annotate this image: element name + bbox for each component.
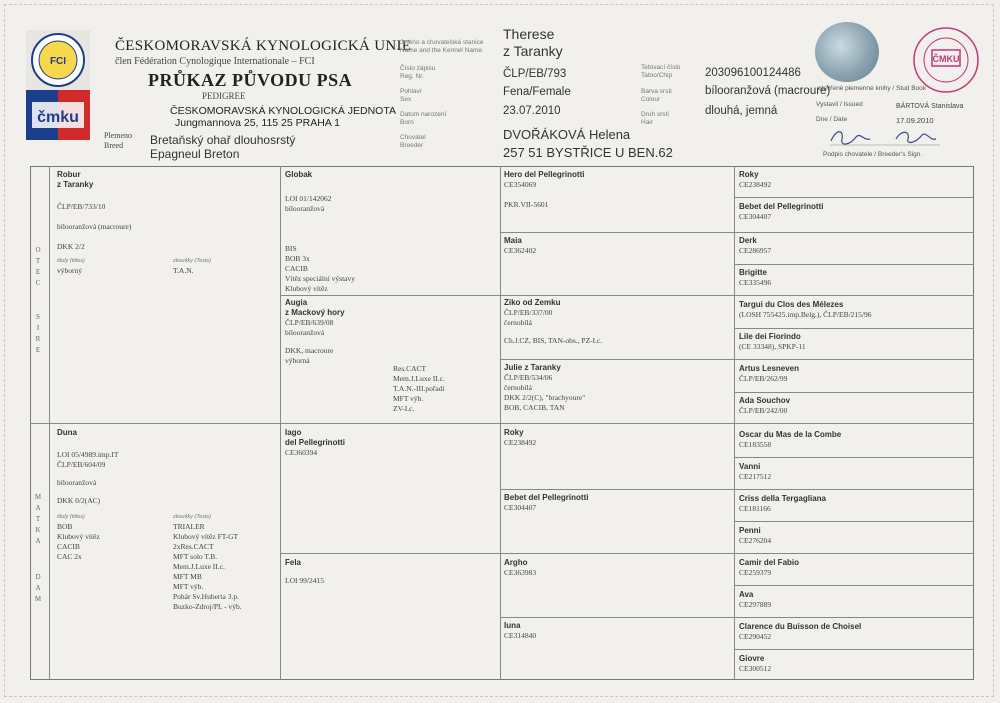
sire-titles-label: tituly (titles) — [57, 258, 85, 264]
sire-dam-details: ČLP/EB/639/08 bílooranžová DKK, macroure výborná — [285, 318, 334, 365]
gen4-ancestor-12: Penni CE276204 — [739, 526, 772, 545]
svg-text:ČMKU: ČMKU — [932, 54, 960, 64]
sire-dam-name-line2: z Mackový hory — [285, 308, 345, 317]
gen4-ancestor-11: Criss della Tergagliana CE181166 — [739, 494, 826, 513]
breeder-label: Chovatel Breeder — [400, 134, 426, 149]
gen4-ancestor-6: Lile dei Fiorindo (CE 33348), SPKP-11 — [739, 332, 806, 351]
gen3-ancestor-8: Iuna CE314840 — [504, 621, 537, 640]
gen3-ancestor-6: Bebet del Pellegrinotti CE304407 — [504, 493, 589, 512]
divider — [734, 264, 974, 265]
cmku-logo — [26, 30, 90, 140]
sire-label: S I R E — [35, 313, 41, 354]
issued-label: Vystavil / Issued — [816, 101, 863, 108]
sire-sire-details: LOI 01/142062 bílooranžová BIS BOB 3x CACIB Vítěz speciální výstavy Klubový vítěz — [285, 194, 355, 293]
dam-details: LOI 05/4989.imp.IT ČLP/EB/604/09 bílooranžová DKK 0/2(AC) — [57, 450, 119, 505]
gen3-ancestor-1: Hero del Pellegrinotti CE354069 PKR.VII-5601 — [504, 170, 585, 209]
gen4-ancestor-9: Oscar du Mas de la Combe CE183558 — [739, 430, 842, 449]
dog-name-line1: Therese — [503, 26, 555, 42]
name-label: Jméno a chovatelská stanice Name and the Kennel Name — [400, 39, 484, 54]
breed-label: Plemeno Breed — [104, 131, 132, 150]
gen4-ancestor-8: Ada Souchov ČLP/EB/242/00 — [739, 396, 791, 415]
dam-sire-name-line1: Iago — [285, 428, 302, 437]
born-value: 23.07.2010 — [503, 105, 561, 117]
issue-date: 17.09.2010 — [896, 116, 934, 125]
breeder-address: 257 51 BYSTŘICE U BEN.62 — [503, 145, 673, 160]
breeder-name: DVOŘÁKOVÁ Helena — [503, 127, 631, 142]
dam-sire-reg: CE360394 — [285, 448, 318, 457]
sire-reg: ČLP/EB/733/10 — [57, 202, 106, 211]
gen3-ancestor-5: Roky CE238492 — [504, 428, 537, 447]
gen4-ancestor-5: Targui du Clos des Mélezes (LOSH 755425.imp.Belg.), ČLP/EB/215/96 — [739, 300, 872, 319]
sire-dam-name-line1: Augia — [285, 298, 308, 307]
doc-title: PRŮKAZ PŮVODU PSA — [148, 70, 353, 90]
gen4-ancestor-16: Giovre CE300512 — [739, 654, 772, 673]
divider — [500, 232, 974, 233]
dam-dam-name: Fela — [285, 558, 302, 567]
dam-exams-label: zkoušky (Tests) — [173, 514, 212, 520]
gen4-ancestor-10: Vanni CE217512 — [739, 462, 772, 481]
sire-name-line2: z Taranky — [57, 180, 94, 189]
divider — [280, 295, 974, 296]
sire-sire-name: Globak — [285, 170, 313, 179]
divider — [280, 553, 974, 554]
gen4-ancestor-14: Ava CE297889 — [739, 590, 772, 609]
date-label: Dne / Date — [816, 116, 848, 123]
colour-label: Barva srsti Colour — [641, 88, 672, 103]
sire-name-line1: Robur — [57, 170, 81, 179]
divider — [500, 617, 974, 618]
divider — [734, 649, 974, 650]
divider — [500, 359, 974, 360]
gen4-ancestor-2: Bebet del Pellegrinotti CE304407 — [739, 202, 824, 221]
divider — [734, 166, 735, 680]
signature-label: Podpis chovatele / Breeder's Sign. — [823, 151, 923, 158]
tattoo-value: 203096100124486 — [705, 67, 801, 79]
dam-titles: BOB Klubový vítěz CACIB CAC 2x — [57, 522, 100, 561]
hair-label: Druh srsti Hair — [641, 111, 669, 126]
stud-book-label: otevřené plemenné knihy / Stud Book — [818, 85, 927, 92]
gen3-ancestor-3: Ziko od Zemku ČLP/EB/337/00 černobílá Ch.J.CZ, BIS, TAN-obs., PZ-I.c. — [504, 298, 603, 345]
matka-label: M A T K A — [34, 493, 42, 545]
gen3-ancestor-7: Argho CE363983 — [504, 558, 537, 577]
org-title: ČESKOMORAVSKÁ KYNOLOGICKÁ UNIE — [115, 38, 412, 54]
divider — [734, 585, 974, 586]
divider — [734, 392, 974, 393]
dam-dam-reg: LOI 99/2415 — [285, 576, 324, 585]
sire-dam-cell — [285, 298, 495, 413]
gen3-ancestor-4: Julie z Taranky ČLP/EB/534/06 černobílá DKK 2/2(C), "brachyoure" BOB, CACIB, TAN — [504, 363, 586, 412]
gen4-ancestor-3: Derk CE286957 — [739, 236, 772, 255]
issued-by: BÁRTOVÁ Stanislava — [896, 103, 964, 110]
divider — [500, 166, 501, 680]
dam-dam-cell — [285, 558, 495, 586]
divider — [500, 489, 974, 490]
org2-title: ČESKOMORAVSKÁ KYNOLOGICKÁ JEDNOTA — [170, 105, 396, 117]
tattoo-label: Tetovací číslo Tatoo/Chip — [641, 64, 681, 79]
sire-colour: bílooranžová (macroure) — [57, 222, 132, 231]
svg-text:FCI: FCI — [49, 56, 67, 67]
divider-sire-dam — [30, 423, 974, 424]
sex-value: Fena/Female — [503, 86, 571, 98]
divider — [49, 166, 50, 680]
hologram-seal-icon — [815, 22, 879, 82]
sire-exams-label: zkoušky (Tests) — [173, 258, 212, 264]
svg-text:čmku: čmku — [37, 109, 79, 126]
gen4-ancestor-15: Clarence du Buisson de Choisel CE290452 — [739, 622, 862, 641]
gen4-ancestor-13: Camir del Fabio CE259379 — [739, 558, 800, 577]
sire-dkk: DKK 2/2 — [57, 242, 85, 251]
sire-exams: T.A.N. — [173, 266, 194, 275]
dam-sire-name-line2: del Pellegrinotti — [285, 438, 346, 447]
org2-address: Jungmannova 25, 115 25 PRAHA 1 — [175, 117, 341, 129]
divider — [734, 457, 974, 458]
gen4-ancestor-7: Artus Lesneven ČLP/EB/262/99 — [739, 364, 800, 383]
divider — [734, 521, 974, 522]
colour-value: bílooranžová (macroure) — [705, 85, 831, 97]
divider — [734, 197, 974, 198]
gen3-ancestor-2: Maia CE362402 — [504, 236, 537, 255]
dam-name: Duna — [57, 428, 77, 437]
gen4-ancestor-1: Roky CE238492 — [739, 170, 772, 189]
sire-titles: výborný — [57, 266, 82, 275]
doc-subtitle: PEDIGREE — [202, 91, 246, 101]
dam-titles-label: tituly (titles) — [57, 514, 85, 520]
dam-cell — [57, 428, 277, 624]
sire-dam-awards: Res.CACT Mem.J.Luxe II.c. T.A.N.-III.pořadí MFT výb. ZV-I.c. — [393, 364, 445, 413]
sex-label: Pohlaví Sex — [400, 88, 422, 103]
hair-value: dlouhá, jemná — [705, 105, 778, 117]
dam-sire-cell — [285, 428, 495, 458]
sire-cell — [57, 170, 277, 284]
breed-cz: Bretaňský ohař dlouhosrstý — [150, 133, 296, 147]
breed-fr: Epagneul Breton — [150, 147, 240, 161]
dam-label: D A M — [34, 573, 42, 603]
breeder-signature-icon — [826, 127, 946, 149]
reg-number: ČLP/EB/793 — [503, 68, 567, 80]
dam-exams: TRIALER Klubový vítěz FT-GT 2xRes.CACT MFT solo T.B. Mem.J.Luxe II.c. MFT MB MFT výb. Pohár Sv.Huberta 3.p. Buzko-Zdroj/PL - výb. — [173, 522, 242, 611]
divider — [280, 166, 281, 680]
sire-sire-cell — [285, 170, 495, 294]
born-label: Datum narození Born — [400, 111, 447, 126]
gen4-ancestor-4: Brigitte CE335496 — [739, 268, 772, 287]
reg-label: Číslo zápisu Reg. Nr. — [400, 65, 436, 80]
dog-name-line2: z Taranky — [503, 43, 563, 59]
divider — [734, 328, 974, 329]
fci-member-line: člen Fédération Cynologique Internationale – FCI — [115, 56, 315, 67]
otec-label: O T E C — [35, 246, 41, 287]
